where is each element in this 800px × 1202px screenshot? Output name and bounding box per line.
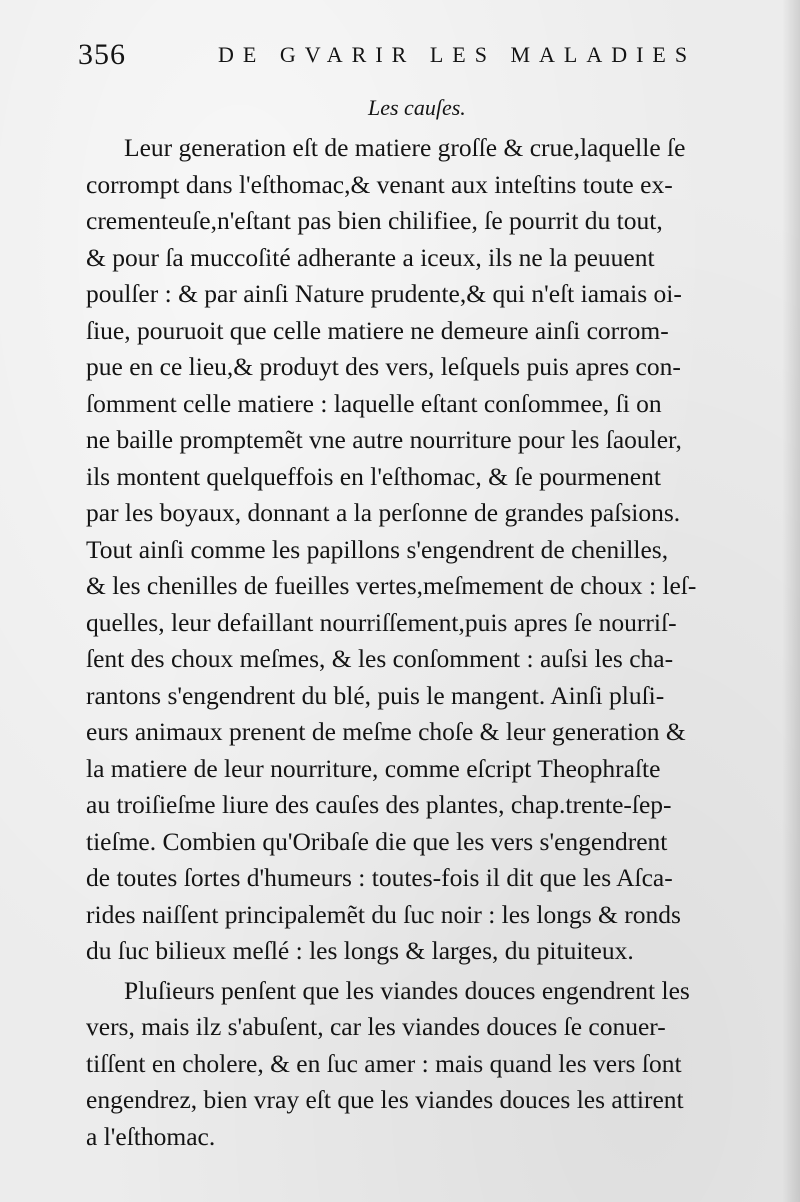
text-line: pue en ce lieu,& produyt des vers, leſquels puis apres con- xyxy=(86,352,681,381)
text-line: ne baille promptemẽt vne autre nourriture pour les ſaouler, xyxy=(86,425,682,454)
text-line: au troiſieſme liure des cauſes des plantes, chap.trente-ſep- xyxy=(86,790,672,819)
text-line: tieſme. Combien qu'Oribaſe die que les vers s'engendrent xyxy=(86,826,668,856)
text-line: Leur generation eſt de matiere groſſe & crue,laquelle ſe xyxy=(124,133,686,162)
text-line: Tout ainſi comme les papillons s'engendrent de chenilles, xyxy=(86,534,669,564)
paragraph xyxy=(86,130,786,970)
text-line: ſomment celle matiere : laquelle eſtant conſommee, ſi on xyxy=(86,388,662,418)
body-text xyxy=(86,130,786,1155)
text-line: quelles, leur defaillant nourriſſement,puis apres ſe nourriſ- xyxy=(86,607,677,637)
text-line: du ſuc bilieux meſlé : les longs & larges, du pituiteux. xyxy=(86,936,634,965)
text-line: & pour ſa muccoſité adherante a iceux, ils ne la peuuent xyxy=(86,242,655,272)
text-line: rides naiſſent principalemẽt du ſuc noir : les longs & ronds xyxy=(86,899,681,929)
text-line: de toutes ſortes d'humeurs : toutes-fois il dit que les Aſca- xyxy=(86,863,673,892)
page-number: 356 xyxy=(78,38,126,71)
text-line: rantons s'engendrent du blé, puis le mangent. Ainſi pluſi- xyxy=(86,680,665,710)
text-line: ſiue, pouruoit que celle matiere ne demeure ainſi corrom- xyxy=(86,315,669,345)
text-line: par les boyaux, donnant a la perſonne de grandes paſsions. xyxy=(86,498,681,527)
paragraph xyxy=(86,973,786,1156)
text-line: ſent des choux meſmes, & les conſomment : auſsi les cha- xyxy=(86,644,674,673)
text-line: eurs animaux prenent de meſme choſe & leur generation & xyxy=(86,717,686,746)
section-title: Les cauſes. xyxy=(368,95,466,120)
text-line: engendrez, bien vray eſt que les viandes douces les attirent xyxy=(86,1085,684,1114)
text-line: crementeuſe,n'eſtant pas bien chilifiee, ſe pourrit du tout, xyxy=(86,206,663,235)
text-line: ils montent quelqueffois en l'eſthomac, & ſe pourmenent xyxy=(86,461,661,491)
running-head: DE GVARIR LES MALADIES xyxy=(218,42,697,67)
text-line: a l'eſthomac. xyxy=(86,1121,216,1151)
text-line: corrompt dans l'eſthomac,& venant aux inteſtins toute ex- xyxy=(86,169,673,199)
text-line: vers, mais ilz s'abuſent, car les viandes douces ſe conuer- xyxy=(86,1012,666,1041)
text-line: tiſſent en cholere, & en ſuc amer : mais quand les vers ſont xyxy=(86,1048,682,1078)
text-line: la matiere de leur nourriture, comme eſcript Theophraſte xyxy=(86,753,661,783)
text-line: poulſer : & par ainſi Nature prudente,& qui n'eſt iamais oi- xyxy=(86,279,682,308)
page-header xyxy=(78,38,778,78)
text-line: & les chenilles de fueilles vertes,meſmement de choux : leſ- xyxy=(86,571,697,600)
text-line: Pluſieurs penſent que les viandes douces engendrent les xyxy=(124,975,690,1005)
